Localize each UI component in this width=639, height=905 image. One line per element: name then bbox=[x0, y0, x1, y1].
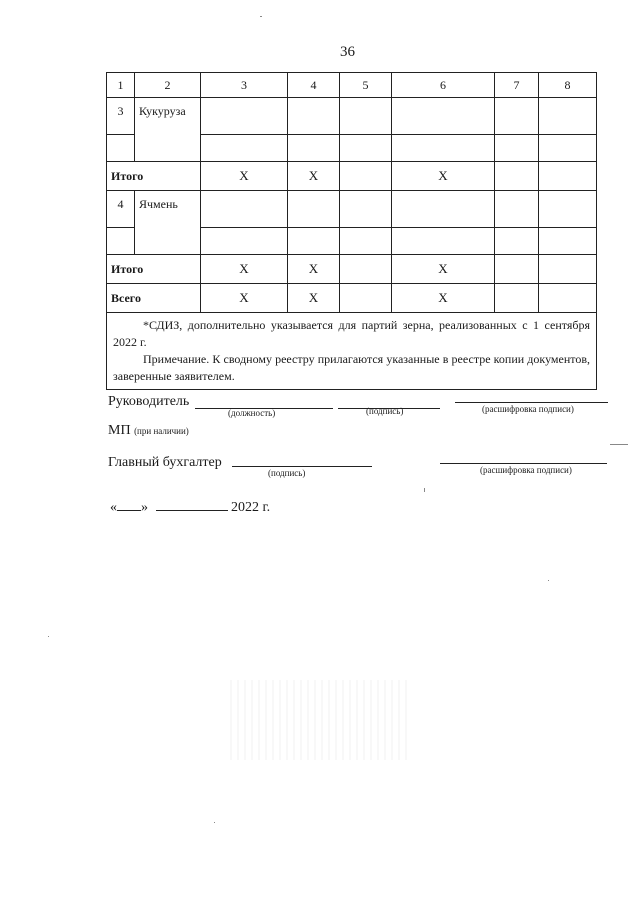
x-mark: Х bbox=[288, 255, 340, 284]
x-mark: Х bbox=[201, 162, 288, 191]
position-caption: (должность) bbox=[228, 408, 276, 418]
date-open-quote: « bbox=[110, 500, 117, 515]
vsego-label: Всего bbox=[107, 284, 201, 313]
header-cell: 8 bbox=[539, 73, 597, 98]
chief-signature-line[interactable] bbox=[232, 452, 372, 467]
header-row bbox=[107, 73, 597, 98]
date-year: 2022 г. bbox=[231, 500, 271, 515]
footnote-text: *СДИЗ, дополнительно указывается для партий зерна, реализованных с 1 сентября 2022 г. bbox=[113, 318, 590, 349]
x-mark: Х bbox=[392, 284, 495, 313]
x-mark: Х bbox=[201, 255, 288, 284]
scan-speck bbox=[214, 822, 215, 823]
crop-name: Кукуруза bbox=[135, 98, 201, 162]
chief-accountant-label: Главный бухгалтер bbox=[108, 455, 222, 470]
header-cell: 5 bbox=[340, 73, 392, 98]
mp-note: (при наличии) bbox=[134, 426, 189, 436]
header-cell: 1 bbox=[107, 73, 135, 98]
crop-name: Ячмень bbox=[135, 191, 201, 255]
signature-caption: (подпись) bbox=[366, 406, 404, 416]
header-cell: 3 bbox=[201, 73, 288, 98]
mp-label: МП bbox=[108, 423, 131, 438]
decode-line[interactable] bbox=[455, 388, 608, 403]
head-label: Руководитель bbox=[108, 394, 190, 409]
row-number: 4 bbox=[107, 191, 135, 228]
chief-decode-line[interactable] bbox=[440, 449, 607, 464]
row-number: 3 bbox=[107, 98, 135, 135]
header-cell: 6 bbox=[392, 73, 495, 98]
itogo-label: Итого bbox=[107, 162, 201, 191]
summary-register-table bbox=[106, 72, 597, 390]
note-text: Примечание. К сводному реестру прилагаются указанные в реестре копии документов, заверенные заявителем. bbox=[113, 352, 590, 383]
chief-signature-caption: (подпись) bbox=[268, 468, 306, 478]
header-cell: 4 bbox=[288, 73, 340, 98]
table-row bbox=[107, 191, 597, 228]
decode-caption: (расшифровка подписи) bbox=[482, 404, 574, 414]
subtotal-row bbox=[107, 162, 597, 191]
note-row bbox=[107, 313, 597, 390]
x-mark: Х bbox=[288, 284, 340, 313]
subtotal-row bbox=[107, 255, 597, 284]
x-mark: Х bbox=[201, 284, 288, 313]
chief-decode-caption: (расшифровка подписи) bbox=[480, 465, 572, 475]
table-row bbox=[107, 98, 597, 135]
scan-speck bbox=[424, 488, 425, 492]
scan-speck bbox=[48, 636, 49, 637]
page-number: 36 bbox=[340, 44, 355, 60]
scan-speck bbox=[260, 16, 262, 17]
scan-speck bbox=[610, 444, 628, 445]
header-cell: 7 bbox=[495, 73, 539, 98]
scan-speck bbox=[548, 580, 549, 581]
itogo-label: Итого bbox=[107, 255, 201, 284]
date-month-blank[interactable] bbox=[156, 498, 228, 511]
date-close-quote: » bbox=[141, 500, 148, 515]
x-mark: Х bbox=[288, 162, 340, 191]
faded-bleed-through bbox=[230, 680, 410, 760]
grand-total-row bbox=[107, 284, 597, 313]
x-mark: Х bbox=[392, 255, 495, 284]
header-cell: 2 bbox=[135, 73, 201, 98]
date-line bbox=[110, 498, 270, 516]
stamp-label bbox=[108, 423, 189, 439]
date-day-blank[interactable] bbox=[117, 498, 141, 511]
note-cell bbox=[107, 313, 597, 390]
x-mark: Х bbox=[392, 162, 495, 191]
position-line[interactable] bbox=[195, 394, 333, 409]
